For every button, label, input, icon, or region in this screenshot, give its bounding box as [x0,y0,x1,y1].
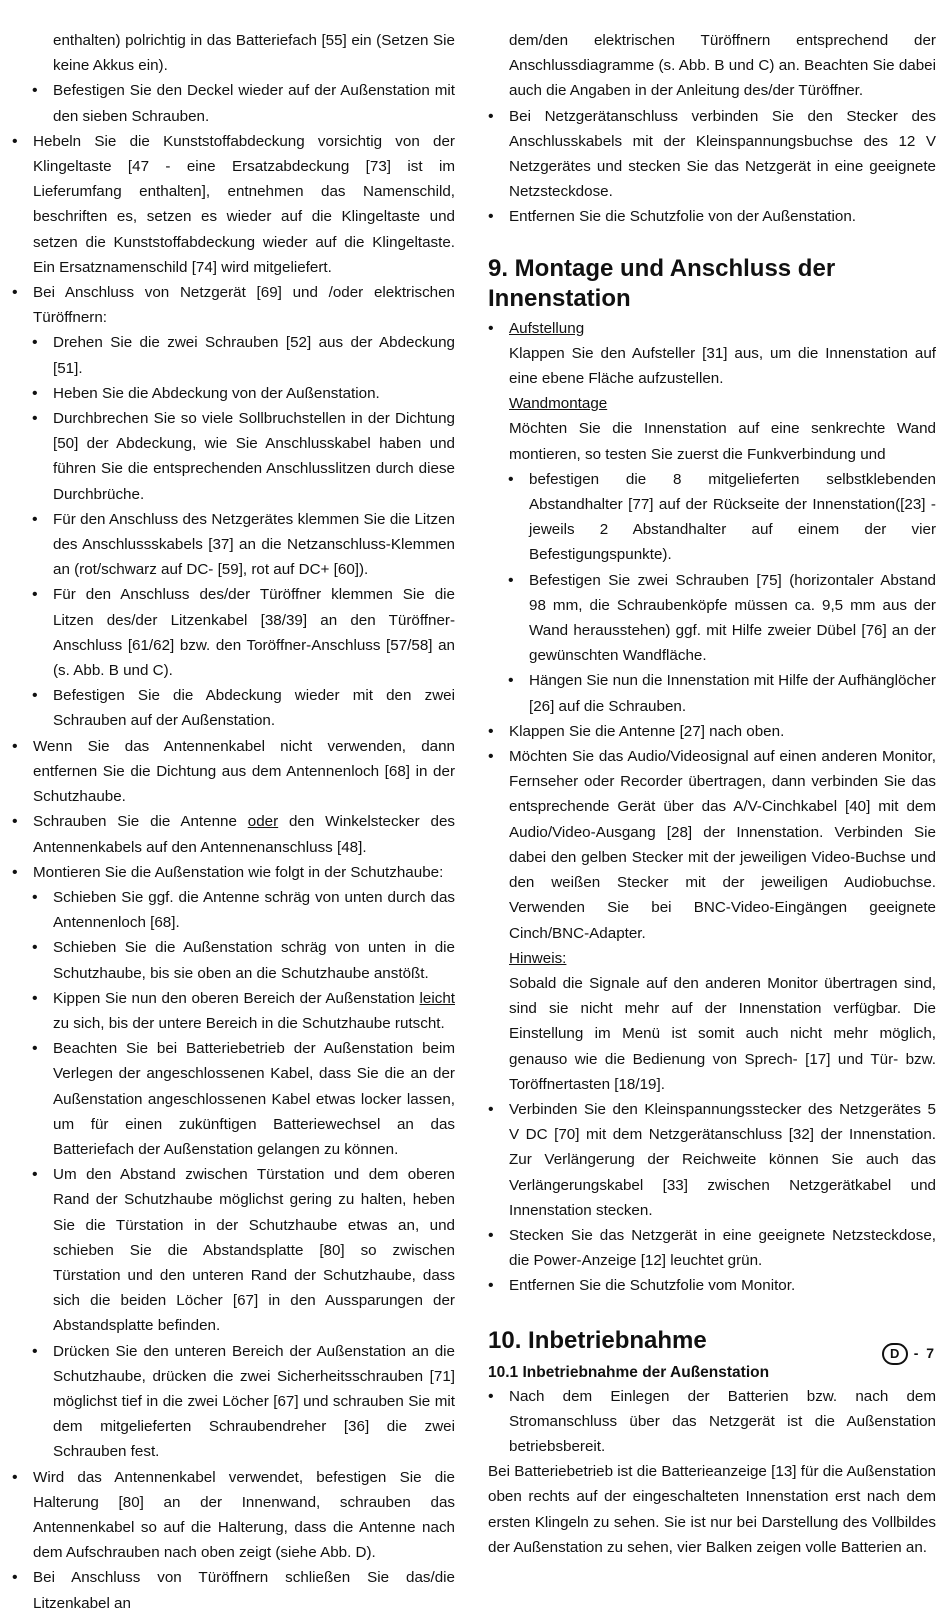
underlined-text: Aufstellung [509,319,585,337]
bullet-item [12,582,455,683]
text-run: Befestigen Sie zwei Schrauben [75] (horizontaler Abstand 98 mm, die Schraubenköpfe müssen ca. 9,5 mm aus der Wand herausstehen) ggf. mit Hilfe zweier Dübel [76] an der gewünschten Wandfläche. [529,571,936,665]
bullet-item [12,1565,455,1615]
text-run: Drücken Sie den unteren Bereich der Außenstation an die Schutzhaube, drücken die zwei Sicherheitsschrauben [71] möglichst tief in die zwei Löcher [67] und schrauben Sie mit dem mitgelieferten Schraubendreher [36] die zwei Schrauben fest. [53,1342,455,1461]
footer-separator: - [913,1345,919,1361]
bullet-item [12,129,455,280]
text-run: befestigen die 8 mitgelieferten selbstklebenden Abstandhalter [77] auf der Rückseite der Innenstation([23] - jeweils 2 Abstandhalter auf einem der vier Befestigungspunkte). [529,470,936,564]
paragraph [488,341,936,391]
right-column [488,28,936,1560]
text-run: Befestigen Sie die Abdeckung wieder mit den zwei Schrauben auf der Außenstation. [53,687,455,730]
bullet-item [488,316,936,341]
text-run: Stecken Sie das Netzgerät in eine geeignete Netzsteckdose, die Power-Anzeige [12] leuchtet grün. [509,1226,936,1270]
paragraph [488,946,936,971]
text-run: Für den Anschluss des/der Türöffner klemmen Sie die Litzen des/der Litzenkabel [38/39] an den Türöffner-Anschluss [61/62] bzw. den Toröffner-Anschluss [57/58] an (s. Abb. B und C). [53,586,455,680]
text-run: Schieben Sie die Außenstation schräg von unten in die Schutzhaube, bis sie oben an die Schutzhaube anstößt. [53,939,455,982]
text-run: 9. Montage und Anschluss der Innenstation [488,254,836,312]
text-run: Entfernen Sie die Schutzfolie von der Außenstation. [509,208,856,226]
text-run: Sobald die Signale auf den anderen Monitor übertragen sind, sind sie nicht mehr auf der Innenstation verfügbar. Die Einstellung im Menü ist somit auch nicht mehr möglich, genauso wie die Bedienung von Sprech- [17] und Tür- bzw. Toröffnertasten [18/19]. [509,974,936,1093]
text-run: Wird das Antennenkabel verwendet, befestigen Sie die Halterung [80] an der Innenwand, schrauben das Antennenkabel so auf die Halterung, dass die Antenne nach dem Aufschrauben nach oben zeigt (siehe Abb. D). [33,1468,455,1562]
text-run: Bei Anschluss von Türöffnern schließen Sie das/die Litzenkabel an [33,1569,455,1612]
paragraph [488,28,936,104]
bullet-item [12,280,455,330]
paragraph [488,391,936,416]
page-footer [882,1343,934,1365]
bullet-item [488,204,936,229]
language-badge: D [882,1343,908,1365]
text-run: Nach dem Einlegen der Batterien bzw. nach dem Stromanschluss über das Netzgerät ist die Außenstation betriebsbereit. [509,1387,936,1455]
section-heading [488,1326,936,1356]
text-run: Beachten Sie bei Batteriebetrieb der Außenstation beim Verlegen der angeschlossenen Kabel, dass Sie die an der Außenstation angeschlossenen Kabel etwas locker lassen, um für einen zukünftigen Batteriewechsel an das Batteriefach der Außenstation gelangen zu können. [53,1040,455,1158]
text-run: Drehen Sie die zwei Schrauben [52] aus der Abdeckung [51]. [53,334,455,377]
text-run: Kippen Sie nun den oberen Bereich der Außenstation [53,989,420,1007]
bullet-item [488,1097,936,1223]
text-run: Schrauben Sie die Antenne [33,813,248,831]
text-run: Hängen Sie nun die Innenstation mit Hilfe der Aufhänglöcher [26] auf die Schrauben. [529,672,936,715]
bullet-item [488,668,936,718]
section-heading [488,254,936,314]
bullet-item [12,507,455,583]
bullet-item [12,885,455,935]
text-run: dem/den elektrischen Türöffnern entsprechend der Anschlussdiagramme (s. Abb. B und C) an. Beachten Sie dabei auch die Angaben in der Anleitung des/der Türöffner. [509,32,936,100]
bullet-item [488,1273,936,1298]
bullet-item [488,104,936,205]
bullet-item [488,568,936,669]
text-run: zu sich, bis der untere Bereich in die Schutzhaube rutscht. [53,1014,445,1032]
text-run: Bei Batteriebetrieb ist die Batterieanzeige [13] für die Außenstation oben rechts auf der eingeschalteten Innenstation erst nach dem ersten Klingeln zu sehen. Sie ist nur bei Darstellung des Vollbildes der Außenstation zu sehen, vier Balken zeigen volle Batterien an. [488,1463,936,1556]
underlined-text: Hinweis: [509,949,567,967]
text-run: Schieben Sie ggf. die Antenne schräg von unten durch das Antennenloch [68]. [53,888,455,932]
page-number: 7 [926,1345,934,1361]
text-run: Um den Abstand zwischen Türstation und dem oberen Rand der Schutzhaube möglichst gering zu halten, heben Sie die Türstation in der Schutzhaube etwas an, und schieben Sie die Abstandsplatte [80] so zwischen Türstation und den unteren Rand der Schutzhaube, dass sich die beiden Löcher [67] in den Aussparungen der Abstandsplatte befinden. [53,1166,455,1335]
bullet-item [12,1339,455,1465]
text-run: Entfernen Sie die Schutzfolie vom Monitor. [509,1277,796,1295]
text-run: Bei Anschluss von Netzgerät [69] und /oder elektrischen Türöffnern: [33,284,455,327]
subsection-heading [488,1362,936,1384]
text-run: Für den Anschluss des Netzgerätes klemmen Sie die Litzen des Anschlussskabels [37] an die Netzanschluss-Klemmen an (rot/schwarz auf DC- [59], rot auf DC+ [60]). [53,510,455,579]
bullet-item [488,1384,936,1460]
bullet-item [12,734,455,810]
bullet-item [12,78,455,128]
bullet-item [488,1223,936,1273]
text-run: den Winkelstecker des Antennenkabels auf den Antennenanschluss [48]. [33,813,455,856]
bullet-item [12,1465,455,1566]
underlined-text: oder [247,813,279,831]
paragraph [488,416,936,466]
bullet-item [12,986,455,1036]
bullet-item [12,381,455,406]
text-run: Möchten Sie das Audio/Videosignal auf einen anderen Monitor, Fernseher oder Recorder übertragen, dann verbinden Sie das entsprechende Gerät über das A/V-Cinchkabel [40] mit dem Audio/Video-Ausgang [28] der Innenstation. Verbinden Sie dabei den gelben Stecker mit der jeweiligen Video-Buchse und den weißen Stecker mit der jeweiligen Audiobuchse. Verwenden Sie bei BNC-Video-Eingängen geeignete Cinch/BNC-Adapter. [509,748,936,942]
paragraph [12,28,455,78]
bullet-item [12,809,455,859]
text-run: Klappen Sie die Antenne [27] nach oben. [509,722,785,740]
bullet-item [12,683,455,733]
text-run: Befestigen Sie den Deckel wieder auf der Außenstation mit den sieben Schrauben. [53,82,455,125]
paragraph [488,1459,936,1560]
left-column [12,28,455,1616]
bullet-item [488,744,936,946]
text-run: Verbinden Sie den Kleinspannungsstecker des Netzgerätes 5 V DC [70] mit dem Netzgerätanschluss [32] der Innenstation. Zur Verlängerung der Reichweite können Sie auch das Verlängerungskabel [33] zwischen Netzgerätkabel und Innenstation stecken. [509,1100,936,1219]
text-run: Heben Sie die Abdeckung von der Außenstation. [53,384,380,402]
bullet-item [488,467,936,568]
bullet-item [488,719,936,744]
text-run: 10.1 Inbetriebnahme der Außenstation [488,1363,770,1381]
text-run: Hebeln Sie die Kunststoffabdeckung vorsichtig von der Klingeltaste [47 - eine Ersatzabdeckung [73] ist im Lieferumfang enthalten], entnehmen das Namenschild, beschriften es, setzen es wieder auf die Klingeltaste und setzen die Kunststoffabdeckung wieder auf die Klingeltaste. Ein Ersatznamenschild [74] wird mitgeliefert. [33,132,455,276]
underlined-text: leicht [419,989,455,1007]
text-run: Montieren Sie die Außenstation wie folgt in der Schutzhaube: [33,863,444,881]
text-run: Bei Netzgerätanschluss verbinden Sie den Stecker des Anschlusskabels mit der Kleinspannungsbuchse des 12 V Netzgerätes und stecken Sie das Netzgerät in eine geeignete Netzsteckdose. [509,107,936,201]
bullet-item [12,860,455,885]
bullet-item [12,330,455,380]
text-run: 10. Inbetriebnahme [488,1326,707,1354]
text-run: Durchbrechen Sie so viele Sollbruchstellen in der Dichtung [50] der Abdeckung, wie Sie Anschlusskabel haben und führen Sie die entsprechenden Anschlusslitzen durch diese Durchbrüche. [53,410,455,503]
text-run: Wenn Sie das Antennenkabel nicht verwenden, dann entfernen Sie die Dichtung aus dem Antennenloch [68] in der Schutzhaube. [33,737,455,806]
paragraph [488,971,936,1097]
text-run: Möchten Sie die Innenstation auf eine senkrechte Wand montieren, so testen Sie zuerst die Funkverbindung und [509,420,936,463]
bullet-item [12,935,455,985]
underlined-text: Wandmontage [509,395,608,413]
text-run: Klappen Sie den Aufsteller [31] aus, um die Innenstation auf eine ebene Fläche aufzustellen. [509,344,936,388]
bullet-item [12,406,455,507]
bullet-item [12,1162,455,1338]
bullet-item [12,1036,455,1162]
text-run: enthalten) polrichtig in das Batteriefach [55] ein (Setzen Sie keine Akkus ein). [53,32,455,75]
